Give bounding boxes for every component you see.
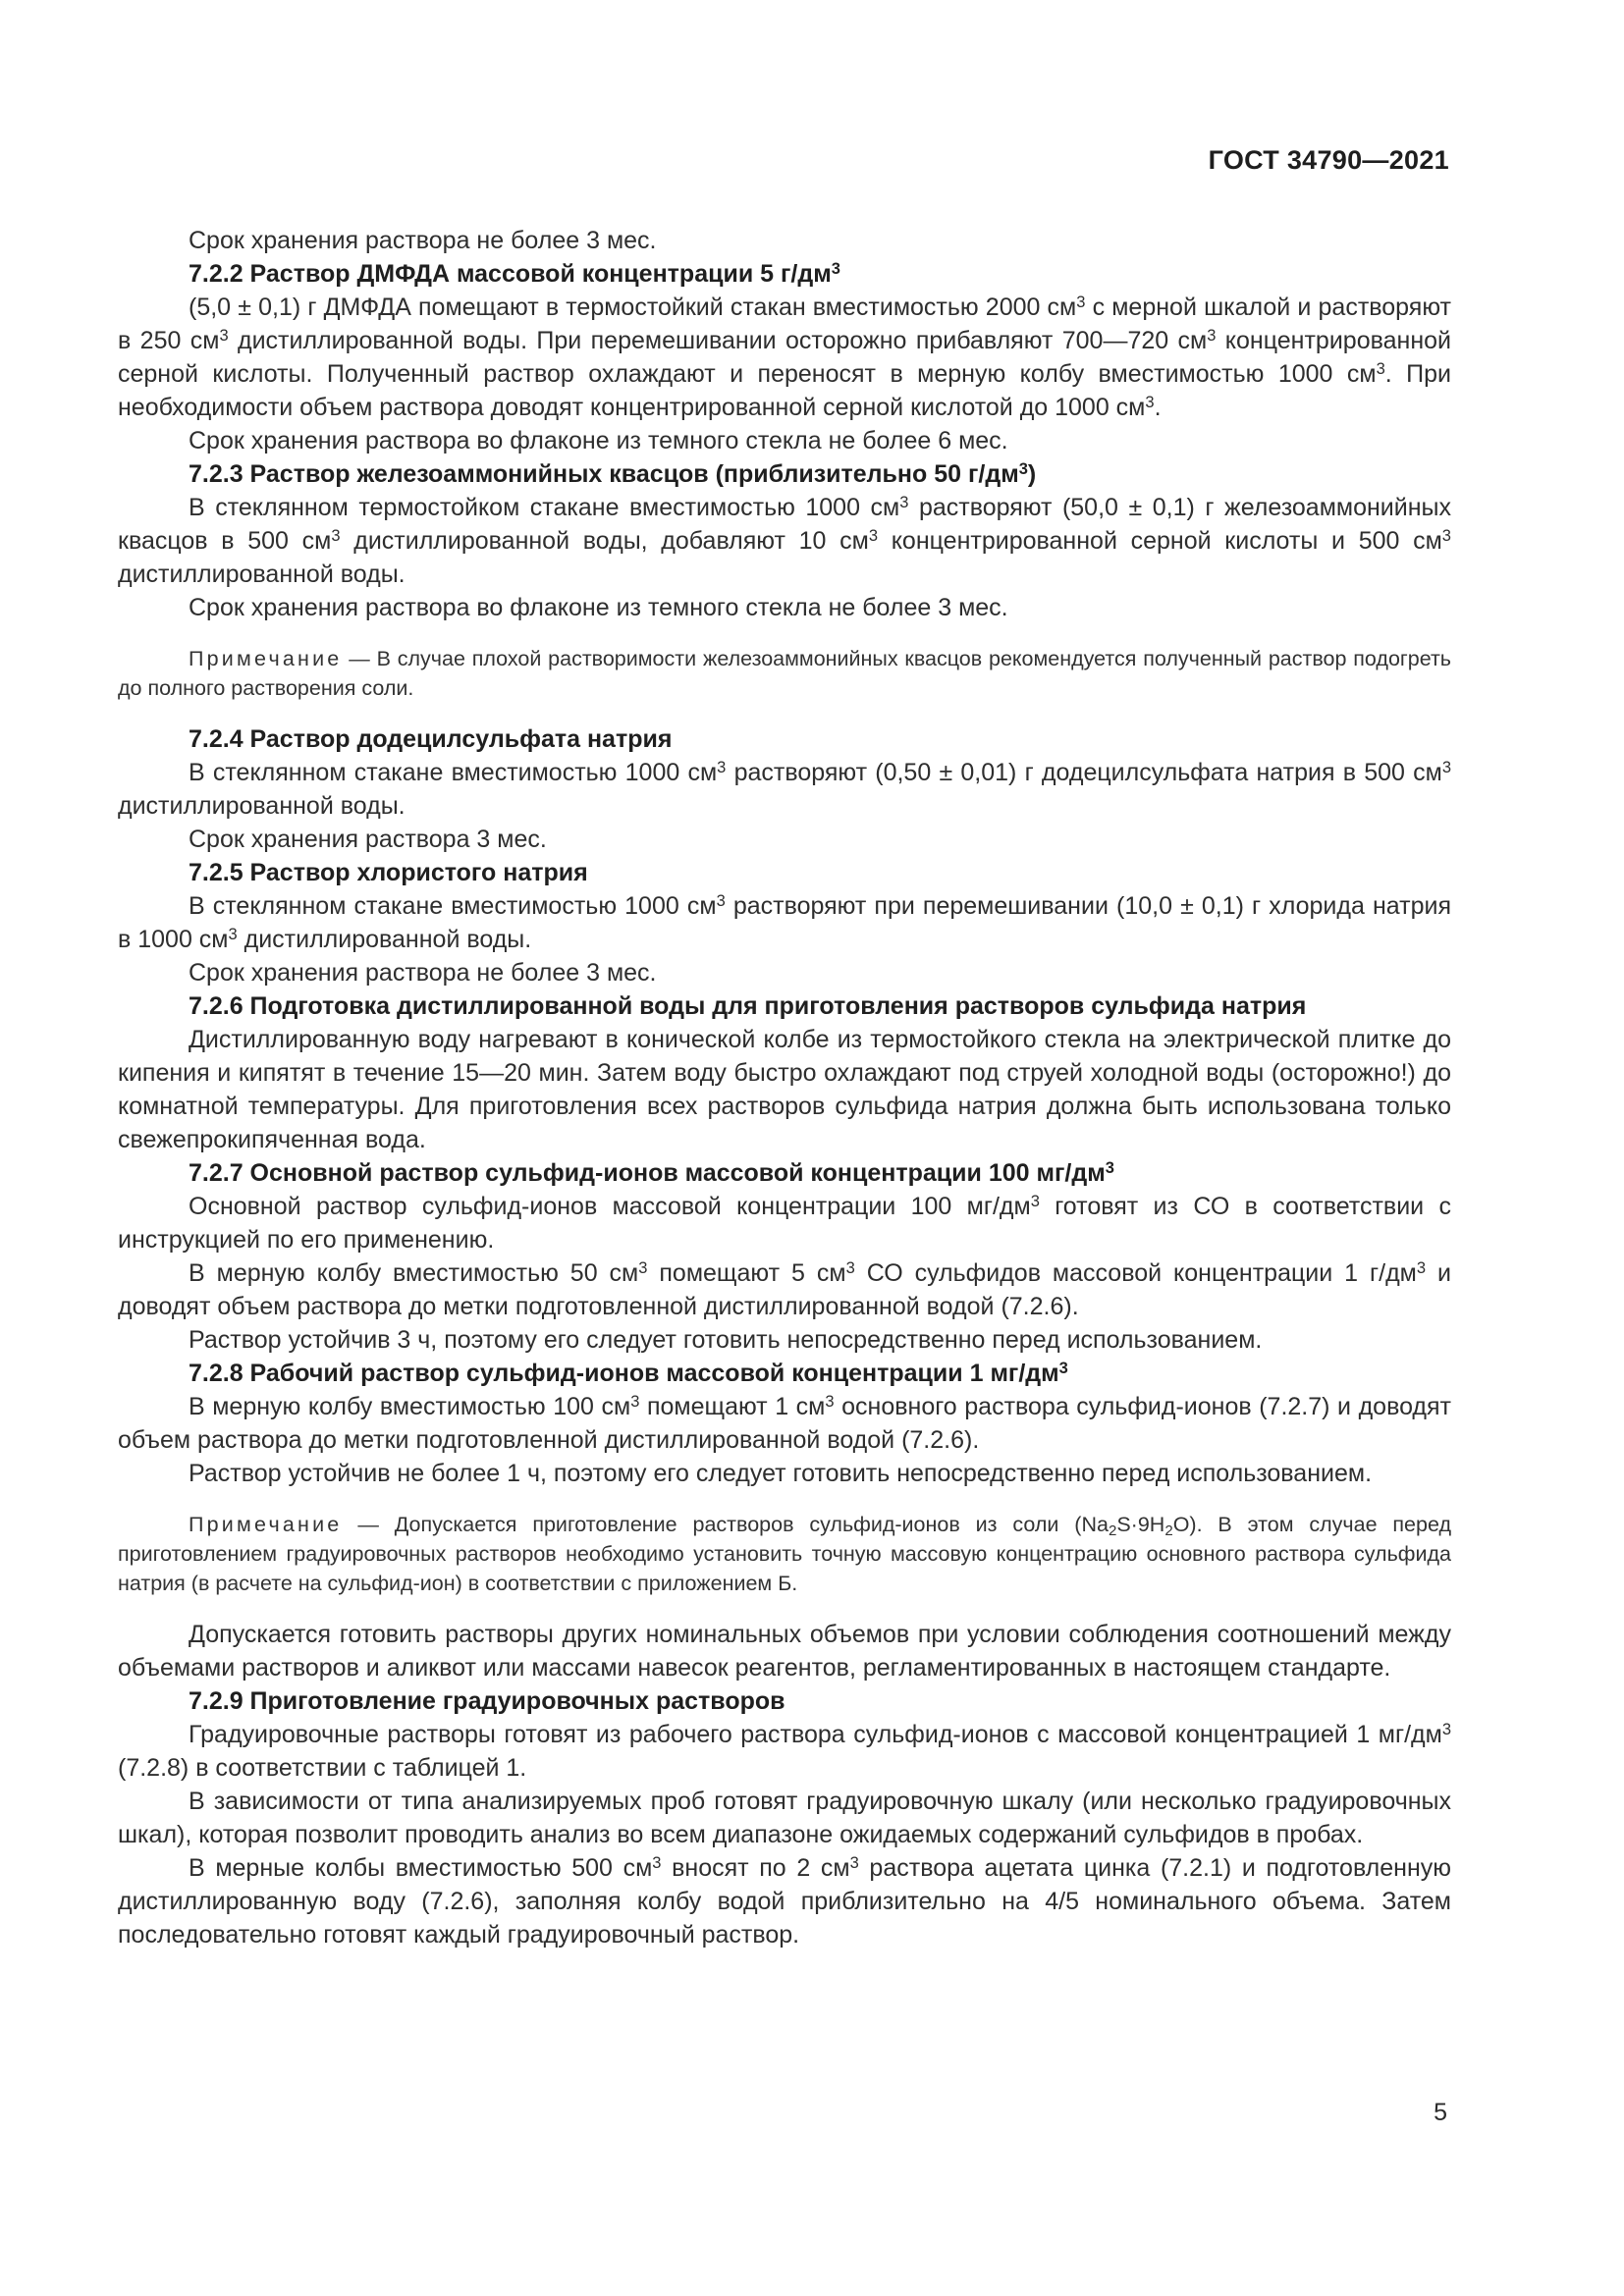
paragraph: Раствор устойчив 3 ч, поэтому его следует готовить непосредственно перед использованием. xyxy=(189,1326,1263,1354)
page-number: 5 xyxy=(1434,2099,1447,2126)
section-heading-7-2-5: 7.2.5 Раствор хлористого натрия xyxy=(189,859,588,886)
paragraph: Срок хранения раствора во флаконе из темного стекла не более 3 мес. xyxy=(189,594,1008,621)
paragraph: В зависимости от типа анализируемых проб готовят градуировочную шкалу (или несколько градуировочных шкал), которая позволит проводить анализ во всем диапазоне ожидаемых содержаний сульфидов в пробах. xyxy=(118,1788,1451,1848)
note-label: Примечание xyxy=(189,647,343,670)
note-label: Примечание xyxy=(189,1513,343,1536)
paragraph: Дистиллированную воду нагревают в конической колбе из термостойкого стекла на электрической плитке до кипения и кипятят в течение 15—20 мин. Затем воду быстро охлаждают под струей холодной воды (осторожно!) до комнатной температуры. Для приготовления всех растворов сульфида натрия должна быть использована только свежепрокипяченная вода. xyxy=(118,1026,1451,1153)
section-heading-7-2-8: 7.2.8 Рабочий раствор сульфид-ионов массовой концентрации 1 $мг/дм^3$ xyxy=(189,1359,1068,1387)
spacer xyxy=(118,703,1451,722)
page-body xyxy=(118,224,1451,1951)
note: Примечание — В случае плохой растворимости железоаммонийных квасцов рекомендуется полученный раствор подогреть до полного растворения соли. xyxy=(118,647,1451,700)
section-heading-7-2-2: 7.2.2 Раствор ДМФДА массовой концентрации 5 $г/дм^3$ xyxy=(189,259,840,288)
paragraph: Раствор устойчив не более 1 ч, поэтому его следует готовить непосредственно перед использованием. xyxy=(189,1460,1373,1487)
paragraph: В мерную колбу вместимостью 50 $см^3$ помещают 5 $см^3$ СО сульфидов массовой концентрации 1 $г/дм^3$ и доводят объем раствора до метки подготовленной дистиллированной водой (7.2.6). xyxy=(118,1258,1451,1320)
paragraph: В мерную колбу вместимостью 100 $см^3$ помещают 1 $см^3$ основного раствора сульфид-ионов (7.2.7) и доводят объем раствора до метки подготовленной дистиллированной водой (7.2.6). xyxy=(118,1392,1452,1454)
section-heading-7-2-9: 7.2.9 Приготовление градуировочных растворов xyxy=(189,1687,785,1715)
section-heading-7-2-3: 7.2.3 Раствор железоаммонийных квасцов (приблизительно 50 $г/дм^3$) xyxy=(189,459,1037,488)
note: Примечание — Допускается приготовление растворов сульфид-ионов из соли $(Na_2S\cdot 9H_2O)$. В этом случае перед приготовлением градуировочных растворов необходимо установить точную массовую концентрацию основного раствора сульфида натрия (в расчете на сульфид-ион) в соответствии с приложением Б. xyxy=(118,1513,1451,1595)
paragraph: В стеклянном термостойком стакане вместимостью 1000 $см^3$ растворяют (50,0 ± 0,1) г железоаммонийных квасцов в 500 $см^3$ дистиллированной воды, добавляют 10 $см^3$ концентрированной серной кислоты и 500 $см^3$ дистиллированной воды. xyxy=(118,493,1451,588)
section-heading-7-2-7: 7.2.7 Основной раствор сульфид-ионов массовой концентрации 100 $мг/дм^3$ xyxy=(189,1158,1114,1187)
spacer xyxy=(118,1598,1451,1618)
document-code-header: ГОСТ 34790—2021 xyxy=(1208,145,1449,175)
paragraph: Срок хранения раствора не более 3 мес. xyxy=(189,959,657,987)
spacer xyxy=(118,1490,1451,1510)
paragraph: (5,0 ± 0,1) г ДМФДА помещают в термостойкий стакан вместимостью 2000 $см^3$ с мерной шкалой и растворяют в 250 $см^3$ дистиллированной воды. При перемешивании осторожно прибавляют 700—720 $см^3$ концентрированной серной кислоты. Полученный раствор охлаждают и переносят в мерную колбу вместимостью 1000 $см^3$. При необходимости объем раствора доводят концентрированной серной кислотой до 1000 $см^3$. xyxy=(118,293,1451,421)
paragraph: Срок хранения раствора 3 мес. xyxy=(189,826,547,853)
paragraph: В стеклянном стакане вместимостью 1000 $см^3$ растворяют (0,50 ± 0,01) г додецилсульфата натрия в 500 $см^3$ дистиллированной воды. xyxy=(118,758,1452,820)
spacer xyxy=(118,624,1451,644)
section-heading-7-2-4: 7.2.4 Раствор додецилсульфата натрия xyxy=(189,725,673,753)
section-heading-7-2-6: 7.2.6 Подготовка дистиллированной воды для приготовления растворов сульфида натрия xyxy=(189,992,1307,1020)
paragraph: Основной раствор сульфид-ионов массовой концентрации 100 $мг/дм^3$ готовят из СО в соответствии с инструкцией по его применению. xyxy=(118,1192,1451,1254)
paragraph: Срок хранения раствора во флаконе из темного стекла не более 6 мес. xyxy=(189,427,1008,454)
paragraph: В мерные колбы вместимостью 500 $см^3$ вносят по 2 $см^3$ раствора ацетата цинка (7.2.1) и подготовленную дистиллированную воду (7.2.6), заполняя колбу водой приблизительно на 4/5 номинального объема. Затем последовательно готовят каждый градуировочный раствор. xyxy=(118,1853,1452,1949)
paragraph: Градуировочные растворы готовят из рабочего раствора сульфид-ионов с массовой концентрацией 1 $мг/дм^3$ (7.2.8) в соответствии с таблицей 1. xyxy=(118,1720,1451,1782)
paragraph: Срок хранения раствора не более 3 мес. xyxy=(189,227,657,254)
paragraph: Допускается готовить растворы других номинальных объемов при условии соблюдения соотношений между объемами растворов и аликвот или массами навесок реагентов, регламентированных в настоящем стандарте. xyxy=(118,1621,1451,1682)
paragraph: В стеклянном стакане вместимостью 1000 $см^3$ растворяют при перемешивании (10,0 ± 0,1) г хлорида натрия в 1000 $см^3$ дистиллированной воды. xyxy=(118,891,1451,953)
